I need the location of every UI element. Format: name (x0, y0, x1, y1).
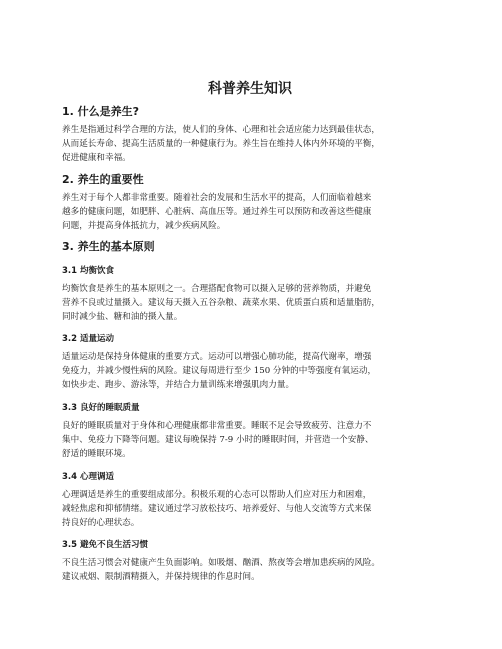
section-heading-importance: 2. 养生的重要性 (62, 173, 144, 186)
text-line: 同时减少盐、糖和油的摄入量。 (62, 312, 183, 322)
text-line: 从而延长寿命、提高生活质量的一种健康行为。养生旨在维持人体内外环境的平衡， (62, 139, 380, 149)
subsection-paragraph-avoid-bad-habits (62, 556, 438, 584)
text-line: 集中、免疫力下降等问题。建议每晚保持 7-9 小时的睡眠时间，并营造一个安静、 (62, 435, 374, 445)
section-paragraph-importance (62, 191, 438, 233)
subsection-paragraph-moderate-exercise (62, 350, 438, 392)
section-paragraph-what-is-health-preservation (62, 123, 438, 165)
text-line: 舒适的睡眠环境。 (62, 449, 131, 459)
text-line: 养生对于每个人都非常重要。随着社会的发展和生活水平的提高，人们面临着越来 (62, 193, 372, 203)
text-line: 适量运动是保持身体健康的重要方式。运动可以增强心肺功能，提高代谢率，增强 (62, 352, 372, 362)
subsection-paragraph-balanced-diet (62, 282, 438, 324)
text-line: 心理调适是养生的重要组成部分。积极乐观的心态可以帮助人们应对压力和困难， (62, 490, 372, 500)
section-heading-basic-principles: 3. 养生的基本原则 (62, 240, 155, 253)
text-line: 良好的睡眠质量对于身体和心理健康都非常重要。睡眠不足会导致疲劳、注意力不 (62, 421, 372, 431)
text-line: 减轻焦虑和抑郁情绪。建议通过学习放松技巧、培养爱好、与他人交流等方式来保 (62, 504, 372, 514)
document-title: 科普养生知识 (208, 81, 292, 97)
subsection-paragraph-psychological-adjustment (62, 488, 438, 530)
section-heading-what-is-health-preservation: 1. 什么是养生? (62, 105, 140, 118)
text-line: 建议戒烟、限制酒精摄入，并保持规律的作息时间。 (62, 572, 260, 582)
subsection-heading-balanced-diet: 3.1 均衡饮食 (62, 266, 115, 276)
subsection-heading-sleep-quality: 3.3 良好的睡眠质量 (62, 403, 140, 413)
text-line: 养生是指通过科学合理的方法，使人们的身体、心理和社会适应能力达到最佳状态， (62, 125, 380, 135)
text-line: 如快步走、跑步、游泳等，并结合力量训练来增强肌肉力量。 (62, 380, 295, 390)
text-line: 越多的健康问题，如肥胖、心脏病、高血压等。通过养生可以预防和改善这些健康 (62, 207, 372, 217)
text-line: 均衡饮食是养生的基本原则之一。合理搭配食物可以摄入足够的营养物质，并避免 (62, 284, 372, 294)
subsection-paragraph-sleep-quality (62, 419, 438, 461)
subsection-heading-moderate-exercise: 3.2 适量运动 (62, 334, 115, 344)
text-line: 不良生活习惯会对健康产生负面影响。如吸烟、酗酒、熬夜等会增加患疾病的风险。 (62, 558, 380, 568)
text-line: 持良好的心理状态。 (62, 518, 140, 528)
text-line: 免疫力，并减少慢性病的风险。建议每周进行至少 150 分钟的中等强度有氧运动， (62, 366, 377, 376)
text-line: 促进健康和幸福。 (62, 153, 131, 163)
text-line: 问题，并提高身体抵抗力，减少疾病风险。 (62, 221, 226, 231)
subsection-heading-psychological-adjustment: 3.4 心理调适 (62, 472, 115, 482)
subsection-heading-avoid-bad-habits: 3.5 避免不良生活习惯 (62, 540, 149, 550)
text-line: 营养不良或过量摄入。建议每天摄入五谷杂粮、蔬菜水果、优质蛋白质和适量脂肪， (62, 298, 380, 308)
